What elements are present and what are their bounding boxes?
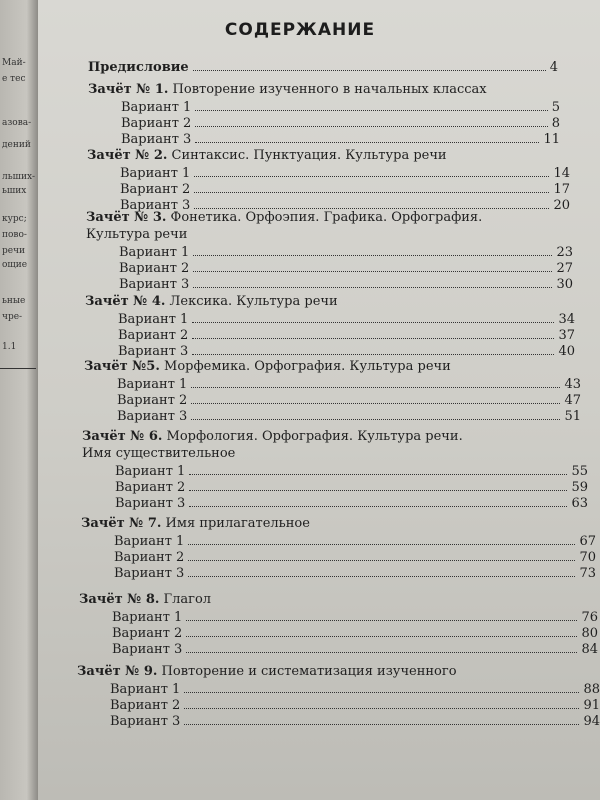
section-title-line2: Культура речи bbox=[86, 227, 188, 242]
variant-label: Вариант 1 bbox=[118, 312, 189, 327]
page-number: 11 bbox=[543, 132, 560, 147]
section-title: Морфология. Орфография. Культура речи. bbox=[162, 429, 463, 444]
section-title: Повторение и систематизация изученного bbox=[157, 664, 457, 679]
section-number: Зачёт № 7. bbox=[81, 516, 162, 531]
left-page-text-fragment: пово- bbox=[2, 230, 27, 240]
variant-label: Вариант 2 bbox=[114, 550, 185, 565]
page-number: 4 bbox=[549, 60, 558, 75]
toc-row-variant bbox=[112, 610, 598, 626]
left-page-text-fragment: речи bbox=[2, 246, 26, 256]
page-number: 37 bbox=[558, 328, 575, 343]
toc-row-variant bbox=[115, 480, 588, 496]
dot-leader bbox=[189, 464, 567, 475]
page-number: 94 bbox=[583, 714, 600, 729]
section-heading bbox=[85, 294, 338, 309]
variant-label: Вариант 3 bbox=[120, 198, 191, 213]
variant-label: Вариант 1 bbox=[120, 166, 191, 181]
dot-leader bbox=[189, 496, 567, 507]
page-number: 73 bbox=[579, 566, 596, 581]
variant-label: Вариант 3 bbox=[119, 277, 190, 292]
page-number: 40 bbox=[558, 344, 575, 359]
page-number: 43 bbox=[564, 377, 581, 392]
left-page-text-fragment: Май- bbox=[2, 58, 26, 68]
left-page-text-fragment: дений bbox=[2, 140, 31, 150]
section-heading bbox=[86, 210, 482, 225]
variant-label: Вариант 1 bbox=[119, 245, 190, 260]
page-number: 84 bbox=[581, 642, 598, 657]
variant-label: Вариант 2 bbox=[112, 626, 183, 641]
left-page-text-fragment: азова- bbox=[2, 118, 32, 128]
variant-label: Вариант 1 bbox=[114, 534, 185, 549]
dot-leader bbox=[184, 698, 579, 709]
section-title: Лексика. Культура речи bbox=[165, 294, 338, 309]
left-page-text-fragment: чре- bbox=[2, 312, 23, 322]
dot-leader bbox=[189, 480, 567, 491]
page-number: 34 bbox=[558, 312, 575, 327]
page-number: 47 bbox=[564, 393, 581, 408]
variant-label: Вариант 1 bbox=[110, 682, 181, 697]
dot-leader bbox=[194, 182, 549, 193]
toc-row-variant bbox=[121, 100, 560, 116]
page-number: 30 bbox=[556, 277, 573, 292]
variant-label: Вариант 2 bbox=[115, 480, 186, 495]
toc-row-variant bbox=[121, 132, 560, 148]
dot-leader bbox=[184, 682, 579, 693]
page-number: 63 bbox=[571, 496, 588, 511]
toc-row-variant bbox=[119, 277, 573, 293]
variant-label: Вариант 3 bbox=[118, 344, 189, 359]
section-number: Зачёт № 9. bbox=[77, 664, 158, 679]
section-title: Морфемика. Орфография. Культура речи bbox=[159, 359, 451, 374]
left-page-text-fragment: ощие bbox=[2, 260, 28, 270]
section-number: Зачёт № 6. bbox=[82, 429, 163, 444]
toc-row-variant bbox=[117, 409, 581, 425]
page-number: 8 bbox=[551, 116, 560, 131]
variant-label: Вариант 3 bbox=[110, 714, 181, 729]
section-title: Синтаксис. Пунктуация. Культура речи bbox=[167, 148, 447, 163]
page-number: 5 bbox=[551, 100, 560, 115]
section-number: Зачёт № 2. bbox=[87, 148, 168, 163]
page-number: 23 bbox=[556, 245, 573, 260]
dot-leader bbox=[191, 393, 560, 404]
dot-leader bbox=[195, 116, 547, 127]
toc-row-variant bbox=[119, 245, 573, 261]
toc-row-variant bbox=[121, 116, 560, 132]
toc-row-variant bbox=[114, 534, 596, 550]
dot-leader bbox=[194, 198, 549, 209]
page-title: СОДЕРЖАНИЕ bbox=[224, 20, 376, 40]
dot-leader bbox=[186, 642, 577, 653]
section-number: Зачёт №5. bbox=[84, 359, 160, 374]
dot-leader bbox=[193, 60, 546, 71]
toc-row-variant bbox=[115, 464, 588, 480]
dot-leader bbox=[191, 377, 560, 388]
variant-label: Вариант 3 bbox=[112, 642, 183, 657]
variant-label: Вариант 2 bbox=[119, 261, 190, 276]
section-heading bbox=[77, 664, 457, 679]
section-number: Зачёт № 1. bbox=[88, 82, 169, 97]
page-number: 20 bbox=[553, 198, 570, 213]
variant-label: Вариант 3 bbox=[114, 566, 185, 581]
dot-leader bbox=[192, 328, 554, 339]
section-heading bbox=[87, 148, 447, 163]
toc-row-variant bbox=[112, 626, 598, 642]
section-heading bbox=[79, 592, 211, 607]
dot-leader bbox=[193, 261, 552, 272]
left-page-text-fragment: курс; bbox=[2, 214, 27, 224]
page-number: 76 bbox=[581, 610, 598, 625]
toc-row-variant bbox=[110, 698, 600, 714]
left-page-text-fragment: льших- bbox=[2, 172, 36, 182]
preface-label: Предисловие bbox=[88, 60, 189, 75]
variant-label: Вариант 3 bbox=[121, 132, 192, 147]
page-number: 80 bbox=[581, 626, 598, 641]
variant-label: Вариант 2 bbox=[118, 328, 189, 343]
page-number: 91 bbox=[583, 698, 600, 713]
section-title: Повторение изученного в начальных классах bbox=[168, 82, 487, 97]
variant-label: Вариант 1 bbox=[115, 464, 186, 479]
left-page-text-fragment: ьших bbox=[2, 186, 27, 196]
section-title: Имя прилагательное bbox=[161, 516, 310, 531]
toc-row-variant bbox=[117, 393, 581, 409]
dot-leader bbox=[186, 626, 577, 637]
section-title-line2: Имя существительное bbox=[82, 446, 236, 461]
toc-row-variant bbox=[120, 182, 570, 198]
dot-leader bbox=[195, 100, 547, 111]
dot-leader bbox=[188, 534, 575, 545]
section-heading bbox=[81, 516, 310, 531]
dot-leader bbox=[184, 714, 579, 725]
contents-page bbox=[38, 0, 600, 800]
dot-leader bbox=[193, 277, 552, 288]
toc-row-variant bbox=[119, 261, 573, 277]
variant-label: Вариант 3 bbox=[117, 409, 188, 424]
toc-row-variant bbox=[118, 312, 575, 328]
toc-row-variant bbox=[118, 328, 575, 344]
page-number: 14 bbox=[553, 166, 570, 181]
toc-row-variant bbox=[120, 166, 570, 182]
section-heading bbox=[82, 429, 463, 444]
section-number: Зачёт № 8. bbox=[79, 592, 160, 607]
page-number: 59 bbox=[571, 480, 588, 495]
variant-label: Вариант 2 bbox=[117, 393, 188, 408]
dot-leader bbox=[188, 550, 575, 561]
dot-leader bbox=[191, 409, 560, 420]
section-number: Зачёт № 3. bbox=[86, 210, 167, 225]
toc-row-variant bbox=[110, 714, 600, 730]
toc-row-preface bbox=[88, 60, 558, 76]
dot-leader bbox=[188, 566, 575, 577]
page-number: 67 bbox=[579, 534, 596, 549]
page-number: 51 bbox=[564, 409, 581, 424]
page-number: 55 bbox=[571, 464, 588, 479]
toc-row-variant bbox=[118, 344, 575, 360]
dot-leader bbox=[192, 344, 554, 355]
dot-leader bbox=[195, 132, 539, 143]
toc-row-variant bbox=[110, 682, 600, 698]
variant-label: Вариант 2 bbox=[110, 698, 181, 713]
section-number: Зачёт № 4. bbox=[85, 294, 166, 309]
left-page-text-fragment: 1.1 bbox=[2, 342, 17, 352]
page-number: 88 bbox=[583, 682, 600, 697]
variant-label: Вариант 3 bbox=[115, 496, 186, 511]
section-title: Глагол bbox=[159, 592, 212, 607]
toc-row-variant bbox=[114, 550, 596, 566]
variant-label: Вариант 1 bbox=[121, 100, 192, 115]
variant-label: Вариант 1 bbox=[117, 377, 188, 392]
adjacent-page-edge bbox=[0, 0, 38, 800]
toc-row-variant bbox=[117, 377, 581, 393]
toc-row-variant bbox=[112, 642, 598, 658]
variant-label: Вариант 1 bbox=[112, 610, 183, 625]
section-heading bbox=[84, 359, 451, 374]
page-number: 17 bbox=[553, 182, 570, 197]
dot-leader bbox=[186, 610, 577, 621]
section-title: Фонетика. Орфоэпия. Графика. Орфография. bbox=[166, 210, 483, 225]
variant-label: Вариант 2 bbox=[120, 182, 191, 197]
page-number: 70 bbox=[579, 550, 596, 565]
left-page-rule bbox=[0, 368, 36, 369]
left-page-text-fragment: ьные bbox=[2, 296, 26, 306]
dot-leader bbox=[194, 166, 549, 177]
variant-label: Вариант 2 bbox=[121, 116, 192, 131]
left-page-text-fragment: е тес bbox=[2, 74, 26, 84]
toc-row-variant bbox=[115, 496, 588, 512]
toc-row-variant bbox=[114, 566, 596, 582]
dot-leader bbox=[193, 245, 552, 256]
page-number: 27 bbox=[556, 261, 573, 276]
dot-leader bbox=[192, 312, 554, 323]
section-heading bbox=[88, 82, 487, 97]
